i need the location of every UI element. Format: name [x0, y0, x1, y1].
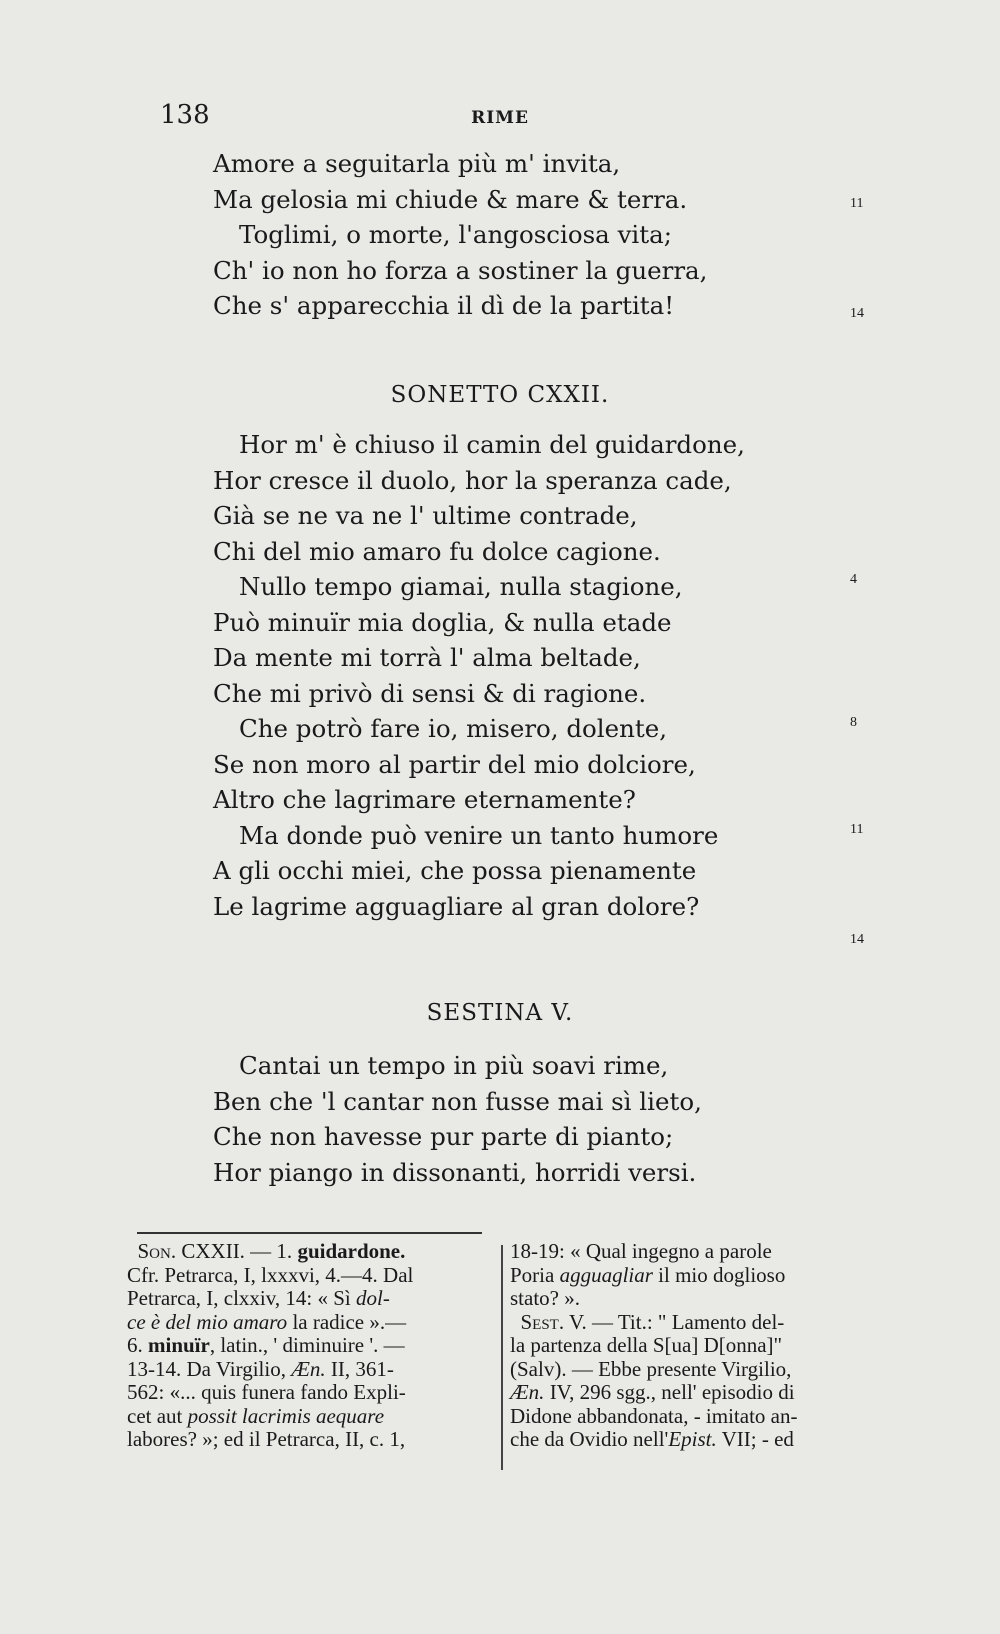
verse-line: Hor m' è chiuso il camin del guidardone,	[239, 430, 745, 459]
note-line: ce è del mio amaro la radice ».—	[127, 1309, 407, 1334]
footnotes-left	[127, 1240, 482, 1452]
verse-line: Ben che 'l cantar non fusse mai sì lieto,	[213, 1086, 702, 1116]
verse-line: Chi del mio amaro fu dolce cagione.	[213, 536, 661, 566]
verse-line: Se non moro al partir del mio dolciore,	[213, 749, 696, 779]
verse-line: Hor piango in dissonanti, horridi versi.	[213, 1157, 697, 1187]
running-title: RIME	[471, 108, 529, 128]
note-line: 6. minuïr, latin., ' diminuire '. —	[127, 1333, 405, 1357]
note-line: Cfr. Petrarca, I, lxxxvi, 4.—4. Dal	[127, 1262, 414, 1287]
note-line: labores? »; ed il Petrarca, II, c. 1,	[127, 1427, 406, 1451]
note-line: che da Ovidio nell'Epist. VII; - ed	[510, 1427, 794, 1451]
line-number: 11	[850, 822, 864, 837]
note-line: stato? ».	[510, 1286, 580, 1310]
page-header	[0, 100, 1000, 140]
line-number: 8	[850, 715, 857, 730]
verse-line: Nullo tempo giamai, nulla stagione,	[239, 572, 683, 601]
verse-line: A gli occhi miei, che possa pienamente	[213, 856, 697, 885]
column-divider	[501, 1245, 503, 1470]
verse-line: Cantai un tempo in più soavi rime,	[239, 1051, 669, 1080]
note-line: Poria agguagliar il mio doglioso	[510, 1262, 786, 1287]
note-line: 18-19: « Qual ingegno a parole	[510, 1239, 772, 1263]
note-line: cet aut possit lacrimis aequare	[127, 1403, 385, 1428]
verse-line: Che mi privò di sensi & di ragione.	[213, 678, 647, 708]
verse-sestina	[213, 1048, 702, 1190]
line-number: 14	[850, 306, 864, 321]
verse-sonetto	[213, 427, 745, 924]
note-line: la partenza della S[ua] D[onna]"	[510, 1333, 783, 1357]
verse-line: Altro che lagrimare eternamente?	[213, 785, 636, 814]
verse-line: Può minuïr mia doglia, & nulla etade	[213, 607, 672, 637]
footnote-divider	[137, 1232, 482, 1234]
verse-stanza-a	[213, 146, 707, 324]
verse-line: Ma donde può venire un tanto humore	[239, 820, 719, 850]
verse-line: Amore a seguitarla più m' invita,	[213, 149, 621, 178]
note-line: 13-14. Da Virgilio, Æn. II, 361-	[127, 1356, 394, 1381]
note-line: 562: «... quis funera fando Expli-	[127, 1380, 406, 1404]
verse-line: Toglimi, o morte, l'angosciosa vita;	[239, 220, 672, 249]
page-number: 138	[160, 100, 210, 130]
line-number: 14	[850, 932, 864, 947]
verse-line: Già se ne va ne l' ultime contrade,	[213, 501, 638, 530]
verse-line: Ma gelosia mi chiude & mare & terra.	[213, 184, 688, 214]
verse-line: Le lagrime agguagliare al gran dolore?	[213, 891, 700, 921]
note-line: Petrarca, I, clxxiv, 14: « Sì dol-	[127, 1286, 390, 1310]
verse-line: Da mente mi torrà l' alma beltade,	[213, 643, 641, 672]
verse-line: Che potrò fare io, misero, dolente,	[239, 714, 668, 743]
verse-line: Hor cresce il duolo, hor la speranza cade,	[213, 465, 732, 495]
verse-line: Che s' apparecchia il dì de la partita!	[213, 291, 675, 320]
verse-line: Ch' io non ho forza a sostiner la guerra,	[213, 255, 708, 285]
line-number: 4	[850, 572, 857, 587]
note-line: Æn. IV, 296 sgg., nell' episodio di	[510, 1380, 795, 1404]
note-line: Son. CXXII. — 1. guidardone.	[137, 1239, 406, 1263]
sestina-heading: SESTINA V.	[426, 1000, 574, 1026]
note-line: Sest. V. — Tit.: " Lamento del-	[520, 1309, 785, 1334]
verse-line: Che non havesse pur parte di pianto;	[213, 1122, 674, 1151]
line-number: 11	[850, 196, 864, 211]
note-line: (Salv). — Ebbe presente Virgilio,	[510, 1356, 792, 1381]
note-line: Didone abbandonata, - imitato an-	[510, 1403, 798, 1428]
footnotes-right	[510, 1240, 870, 1452]
sonetto-heading: SONETTO CXXII.	[390, 382, 610, 408]
